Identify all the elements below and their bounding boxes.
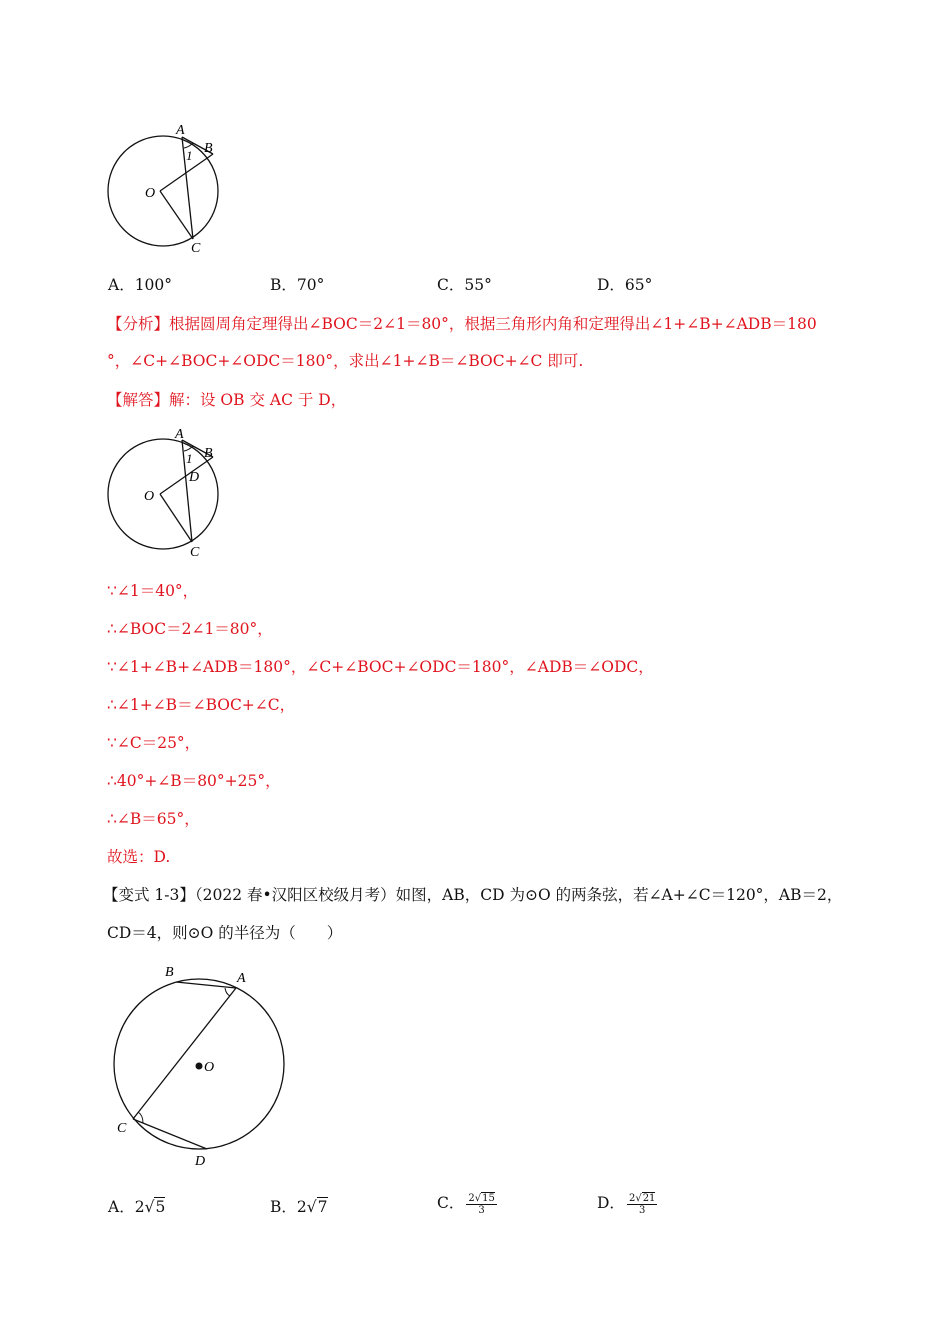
label-c: C — [190, 545, 200, 560]
option-b-prefix: B． — [270, 1198, 297, 1216]
figure-1-circle-diagram — [100, 118, 230, 258]
center-point-o — [196, 1063, 203, 1070]
label-b: B — [204, 446, 213, 461]
label-b: B — [165, 965, 174, 980]
option-c-radicand: 15 — [482, 1192, 495, 1204]
option-d-radicand: 21 — [642, 1192, 656, 1204]
option-a[interactable]: A．2√5 — [108, 1198, 166, 1216]
option-c-denominator: 3 — [478, 1204, 485, 1216]
angle-a-arc — [225, 988, 230, 996]
option-a[interactable]: A．100° — [108, 276, 173, 294]
option-a-radicand: 5 — [155, 1198, 166, 1216]
option-c-fraction: $\frac{2√15}{3}$ — [468, 1192, 495, 1216]
option-a-prefix: A． — [108, 1198, 135, 1216]
option-b-radicand: 7 — [317, 1198, 328, 1216]
option-a-coef: 2 — [134, 1198, 145, 1216]
option-b-coef: 2 — [296, 1198, 307, 1216]
segment-oc — [160, 494, 192, 542]
label-d: D — [195, 1154, 206, 1169]
option-c[interactable] — [437, 1192, 497, 1216]
option-d[interactable]: D．65° — [597, 276, 653, 294]
chord-ca — [133, 988, 236, 1119]
analysis-line-2: °，∠C+∠BOC+∠ODC＝180°，求出∠1+∠B＝∠BOC+∠C 即可. — [107, 352, 584, 370]
label-o: O — [145, 186, 156, 201]
option-c-coef: 2 — [468, 1192, 475, 1204]
label-a: A — [237, 971, 246, 986]
option-d-denominator: 3 — [638, 1204, 646, 1216]
label-d: D — [189, 470, 200, 485]
solution-step-3: ∵∠1+∠B+∠ADB＝180°，∠C+∠BOC+∠ODC＝180°，∠ADB＝∠ODC， — [107, 658, 654, 676]
option-d-fraction: $\frac{2√21}{3}$ — [628, 1192, 656, 1216]
option-c[interactable]: C．55° — [437, 276, 492, 294]
solution-step-5: ∵∠C＝25°， — [107, 734, 201, 752]
label-c: C — [191, 241, 201, 256]
chord-ab — [176, 982, 236, 988]
solution-intro: 【解答】解：设 OB 交 AC 于 D， — [107, 391, 347, 409]
label-1: 1 — [186, 148, 193, 163]
label-c: C — [117, 1121, 127, 1136]
option-d[interactable] — [597, 1192, 657, 1216]
analysis-line-1: 【分析】根据圆周角定理得出∠BOC＝2∠1＝80°，根据三角形内角和定理得出∠1+∠B+∠ADB＝180 — [107, 315, 817, 333]
solution-step-2: ∴∠BOC＝2∠1＝80°， — [107, 620, 273, 638]
label-b: B — [204, 141, 213, 156]
question-2-line-1: 【变式 1-3】（2022 春•汉阳区校级月考）如图，AB，CD 为⊙O 的两条弦，若∠A+∠C＝120°，AB＝2， — [103, 886, 843, 904]
solution-step-6: ∴40°+∠B＝80°+25°， — [107, 772, 281, 790]
label-o: O — [204, 1060, 215, 1075]
label-a: A — [176, 123, 185, 138]
option-b[interactable]: B．70° — [270, 276, 325, 294]
solution-step-7: ∴∠B＝65°， — [107, 810, 200, 828]
solution-step-1: ∵∠1＝40°， — [107, 582, 199, 600]
solution-answer: 故选：D. — [107, 848, 171, 866]
figure-2-circle-diagram — [100, 422, 230, 564]
solution-step-4: ∴∠1+∠B＝∠BOC+∠C， — [107, 696, 296, 714]
circle-o — [108, 439, 218, 549]
option-d-coef: 2 — [628, 1192, 636, 1204]
option-b[interactable]: B．2√7 — [270, 1198, 328, 1216]
option-d-prefix: D． — [597, 1194, 625, 1212]
figure-3-circle-diagram — [100, 958, 300, 1173]
label-o: O — [144, 489, 155, 504]
label-a: A — [175, 427, 184, 442]
option-c-prefix: C． — [437, 1194, 465, 1212]
label-1: 1 — [186, 451, 193, 466]
question-2-line-2: CD＝4，则⊙O 的半径为（ ） — [107, 924, 343, 942]
circle-o — [108, 136, 218, 246]
